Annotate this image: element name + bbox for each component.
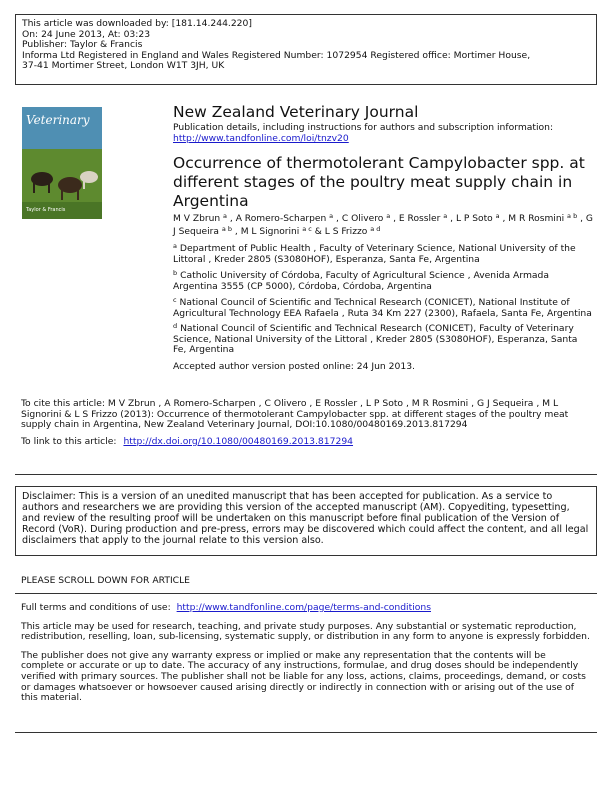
terms-warranty-paragraph: The publisher does not give any warranty express or implied or make any representation that the contents will be complete or accurate or up to date. The accuracy of any instructions, formulae, and drug doses should be independently verified with primary sources. The publisher shall not be liable for any loss, actions, claims, proceedings, demand, or costs or damages whatsoever or howsoever caused arising directly or indirectly in connection with or arising out of the use of this material.: [21, 649, 586, 704]
affiliation-text: Department of Public Health , Faculty of Veterinary Science, National University of the Littoral , Kreder 2805 (S3080HOF), Esperanza, Santa Fe, Argentina: [173, 243, 576, 265]
download-date-line: On: 24 June 2013, At: 03:23: [22, 28, 151, 40]
author-separator: &: [311, 227, 325, 237]
author-affiliation-marker: a: [329, 212, 334, 220]
author-name: M V Zbrun: [173, 214, 224, 224]
author-separator: ,: [447, 214, 456, 224]
download-ip-line: This article was downloaded by: [181.14.244.220]: [22, 18, 252, 29]
author-name: L S Frizzo: [324, 227, 371, 237]
author-affiliation-marker: a: [495, 212, 500, 220]
affiliation-d: [173, 324, 593, 356]
citation-text: To cite this article: M V Zbrun , A Romero-Scharpen , C Olivero , E Rossler , L P Soto , M R Rosmini , G J Sequeira , M L Signorini & L S Frizzo (2013): Occurrence of thermotolerant Campylobacter spp. at different stages of the poultry meat supply chain in Argentina, New Zealand Veterinary Journal, DOI:10.1080/00480169.2013.817294: [21, 398, 569, 431]
author-separator: ,: [333, 214, 342, 224]
author-list: [173, 213, 593, 239]
doi-line: [21, 437, 591, 448]
author-affiliation-marker: a: [223, 212, 227, 220]
doi-label: To link to this article:: [21, 435, 117, 447]
terms-label: Full terms and conditions of use:: [21, 602, 171, 613]
doi-link[interactable]: http://dx.doi.org/10.1080/00480169.2013.817294: [123, 435, 354, 447]
author-separator: ,: [390, 214, 399, 224]
author-name: M R Rosmini: [508, 214, 568, 224]
author-affiliation-marker: a: [443, 212, 448, 220]
author-name: M L Signorini: [240, 227, 303, 237]
author-affiliation-marker: a: [386, 212, 391, 220]
publisher-line: Publisher: Taylor & Francis: [22, 39, 143, 51]
author-name: E Rossler: [398, 214, 444, 224]
citation-box: [15, 388, 597, 475]
journal-cover-image: [22, 107, 102, 219]
affiliation-marker: b: [173, 269, 178, 277]
author-separator: ,: [577, 214, 586, 224]
author-separator: ,: [499, 214, 509, 224]
affiliation-marker: a: [173, 242, 177, 250]
registration-line: Informa Ltd Registered in England and Wales Registered Number: 1072954 Registered office: Mortimer House,: [22, 49, 531, 61]
author-affiliation-marker: a d: [370, 225, 381, 233]
affiliation-a: [173, 244, 593, 265]
affiliation-b: [173, 271, 593, 292]
author-name: C Olivero: [341, 214, 387, 224]
affiliation-text: Catholic University of Córdoba, Faculty of Agricultural Science , Avenida Armada Argentina 3555 (CP 5000), Córdoba, Córdoba, Argentina: [173, 270, 550, 292]
author-affiliation-marker: a c: [302, 225, 312, 233]
disclaimer-box: [15, 486, 597, 556]
terms-usage-paragraph: This article may be used for research, teaching, and private study purposes. Any substantial or systematic reproduction, redistribution, reselling, loan, sub-licensing, systematic supply, or distribution in any form to anyone is expressly forbidden.: [21, 620, 590, 643]
accepted-date: Accepted author version posted online: 24 Jun 2013.: [173, 361, 415, 372]
journal-url-link[interactable]: http://www.tandfonline.com/loi/tnzv20: [173, 132, 349, 144]
publication-details: [173, 123, 593, 144]
terms-link[interactable]: http://www.tandfonline.com/page/terms-and-conditions: [176, 602, 431, 613]
author-name: L P Soto: [455, 214, 496, 224]
address-line: 37-41 Mortimer Street, London W1T 3JH, UK: [22, 60, 225, 72]
affiliation-text: National Council of Scientific and Technical Research (CONICET), Faculty of Veterinary Science, National University of the Littoral , Kreder 2805 (S3080HOF), Esperanza, Santa Fe, Argentina: [173, 323, 578, 356]
affiliation-marker: c: [173, 296, 177, 304]
author-name: G J Sequeira: [173, 214, 593, 237]
scroll-notice: PLEASE SCROLL DOWN FOR ARTICLE: [21, 575, 190, 586]
publication-details-text: Publication details, including instructions for authors and subscription information:: [173, 122, 554, 133]
terms-line: [21, 603, 591, 614]
author-separator: ,: [227, 214, 236, 224]
affiliation-marker: d: [173, 322, 178, 330]
author-affiliation-marker: a b: [567, 212, 578, 220]
download-notice-box: [15, 14, 597, 85]
terms-box: [15, 593, 597, 733]
affiliation-text: National Council of Scientific and Technical Research (CONICET), National Institute of Agricultural Technology EEA Rafaela , Ruta 34 Km 227 (2300), Rafaela, Santa Fe, Argentina: [173, 297, 592, 319]
article-title: Occurrence of thermotolerant Campylobacter spp. at different stages of the poultry meat supply chain in Argentina: [173, 154, 585, 210]
author-separator: ,: [232, 227, 241, 237]
author-affiliation-marker: a b: [221, 225, 232, 233]
disclaimer-text: Disclaimer: This is a version of an unedited manuscript that has been accepted for publication. As a service to authors and researchers we are providing this version of the accepted manuscript (AM). Copyediting, typesetting, and review of the resulting proof will be undertaken on this manuscript before final publication of the Version of Record (VoR). During production and pre-press, errors may be discovered which could affect the content, and all legal disclaimers that apply to the journal relate to this version also.: [22, 491, 589, 546]
journal-name: New Zealand Veterinary Journal: [173, 103, 419, 121]
affiliation-c: [173, 298, 593, 319]
cover-publisher-art: Taylor & Francis: [26, 207, 66, 213]
cover-title-art: Veterinary: [26, 113, 90, 127]
author-name: A Romero-Scharpen: [235, 214, 330, 224]
